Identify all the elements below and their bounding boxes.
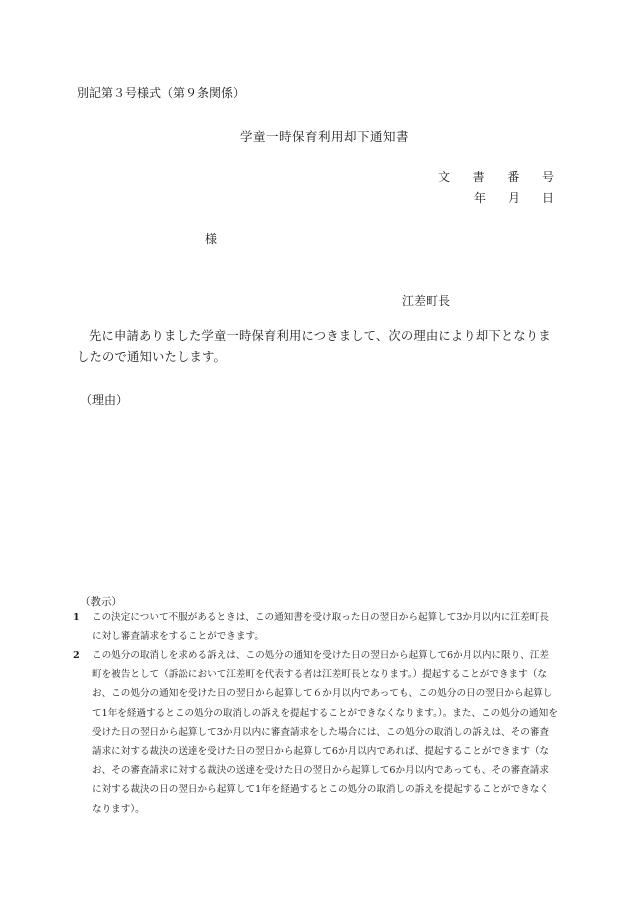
date-year-label: 年 xyxy=(474,191,487,205)
doc-number-char: 号 xyxy=(541,170,554,184)
document-number-field xyxy=(438,168,554,185)
notice-item-number: 1 xyxy=(73,612,80,623)
notification-body: 先に申請ありました学童一時保育利用につきまして、次の理由により却下となりましたので通知いたします。 xyxy=(77,329,551,364)
date-day-label: 日 xyxy=(541,191,554,205)
notice-item-text: この処分の取消しを求める訴えは、この処分の通知を受けた日の翌日から起算して6か月以内に限り、江差町を被告として（訴訟において江差町を代表する者は江差町長となります。）提起することができます（なお、この処分の通知を受けた日の翌日から起算して６か月以内であっても、この処分の日の翌日から起算して1年を経過するとこの処分の取消しの訴えを提起することができなくなります。）。また、この処分の通知を受けた日の翌日から起算して3か月以内に審査請求をした場合には、この処分の取消しの訴えは、その審査請求に対する裁決の送達を受けた日の翌日から起算して6か月以内であれば、提起することができます（なお、その審査請求に対する裁決の送達を受けた日の翌日から起算して6か月以内であっても、その審査請求に対する裁決の日の翌日から起算して1年を経過するとこの処分の取消しの訴えを提起することができなくなります）。 xyxy=(92,650,558,815)
document-title: 学童一時保育利用却下通知書 xyxy=(240,129,410,144)
doc-number-char: 書 xyxy=(472,170,485,184)
date-month-label: 月 xyxy=(507,191,520,205)
notice-item xyxy=(73,608,558,646)
doc-number-char: 番 xyxy=(507,170,520,184)
notice-item-text: この決定について不服があるときは、この通知書を受け取った日の翌日から起算して3か月以内に江差町長に対し審査請求をすることができます。 xyxy=(92,612,549,643)
notice-item xyxy=(73,646,558,819)
notice-heading: （教示） xyxy=(80,596,122,608)
addressee-suffix: 様 xyxy=(205,232,218,246)
issuer-name: 江差町長 xyxy=(402,294,451,308)
date-field xyxy=(474,189,554,206)
reason-label: （理由） xyxy=(80,393,129,407)
notice-item-number: 2 xyxy=(73,650,80,661)
doc-number-char: 文 xyxy=(438,170,451,184)
form-number-label: 別記第３号様式（第９条関係） xyxy=(77,86,246,100)
